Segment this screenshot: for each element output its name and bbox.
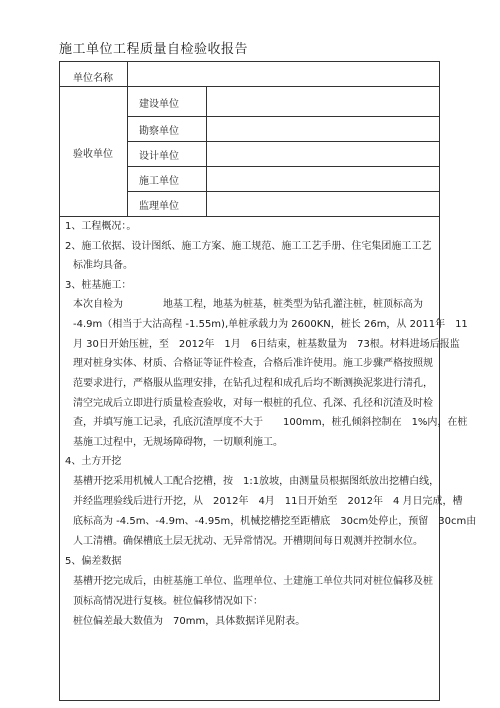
section-4-line: 底标高为 -4.5m、-4.9m、-4.95m，机械挖槽挖至距槽底 30cm处停止，预留 30cm由 (73, 516, 477, 527)
section-4-line: 基槽开挖采用机械人工配合挖槽，按 1:1放坡，由测量员根据图纸放出挖槽白线， (73, 476, 440, 487)
section-5-line: 基槽开挖完成后，由桩基施工单位、监理单位、土建施工单位共同对桩位偏移及桩 (73, 576, 433, 587)
acceptance-unit-label: 验收单位 (73, 149, 113, 160)
column-divider (206, 86, 207, 216)
section-5-heading: 5、偏差数据 (65, 556, 122, 567)
section-3-line: 范要求进行，严格服从监理安排，在钻孔过程和成孔后均不断测换泥浆进行清孔， (73, 378, 433, 389)
section-5-line: 顶标高情况进行复核。桩位偏移情况如下： (73, 596, 263, 607)
row-divider (60, 86, 439, 87)
row-divider (127, 191, 439, 192)
construction-owner-label: 建设单位 (139, 99, 179, 110)
section-3-line: 理对桩身实体、材质、合格证等证件检查，合格后准许使用。施工步骤严格按照规 (73, 358, 433, 369)
section-2-continuation: 标准均具备。 (73, 260, 133, 271)
section-1-heading: 1、工程概况：。 (65, 221, 137, 232)
section-3-line: 查，并填写施工记录，孔底沉渣厚度不大于 100mm，桩孔倾斜控制在 1%内，在桩 (73, 417, 468, 428)
section-5-summary: 桩位偏差最大数值为 70mm，具体数据详见附表。 (73, 616, 306, 627)
construction-unit-label: 施工单位 (139, 176, 179, 187)
table-bottom-divider (60, 216, 439, 217)
report-title: 施工单位工程质量自检验收报告 (59, 42, 249, 57)
section-3-line: 清空完成后立即进行质量检查验收，对每一根桩的孔位、孔深、孔径和沉渣及时检 (73, 398, 433, 409)
row-divider (127, 166, 439, 167)
section-4-line: 人工清槽。确保槽底土层无扰动、无异常情况。开槽期间每日观测并控制水位。 (73, 536, 423, 547)
column-divider (127, 62, 128, 216)
section-3-line: 本次自检为 地基工程，地基为桩基，桩类型为钻孔灌注桩，桩顶标高为 (73, 299, 423, 310)
row-divider (127, 141, 439, 142)
section-3-line: -4.9m（相当于大沽高程 -1.55m),单桩承载力为 2600KN，桩长 26m，从 2011年 11 (73, 319, 468, 330)
row-divider (127, 116, 439, 117)
section-4-line: 并经监理验线后进行开挖，从 2012年 4月 11日开始至 2012年 4 月日完成，槽 (73, 496, 463, 507)
section-4-heading: 4、土方开挖 (65, 456, 122, 467)
section-3-line: 月 30日开始压桩，至 2012年 1月 6日结束，桩基数量为 73根。材料进场后报监 (73, 339, 460, 350)
survey-unit-label: 勘察单位 (139, 126, 179, 137)
unit-name-label: 单位名称 (73, 73, 113, 84)
section-2-heading: 2、施工依据、设计图纸、施工方案、施工规范、施工工艺手册、住宅集团施工工艺 (65, 241, 432, 252)
design-unit-label: 设计单位 (139, 151, 179, 162)
report-sheet (59, 61, 477, 701)
supervision-unit-label: 监理单位 (139, 201, 179, 212)
section-3-heading: 3、桩基施工： (65, 280, 132, 291)
section-3-line: 基施工过程中，无规场障碍物，一切顺利施工。 (73, 437, 283, 448)
